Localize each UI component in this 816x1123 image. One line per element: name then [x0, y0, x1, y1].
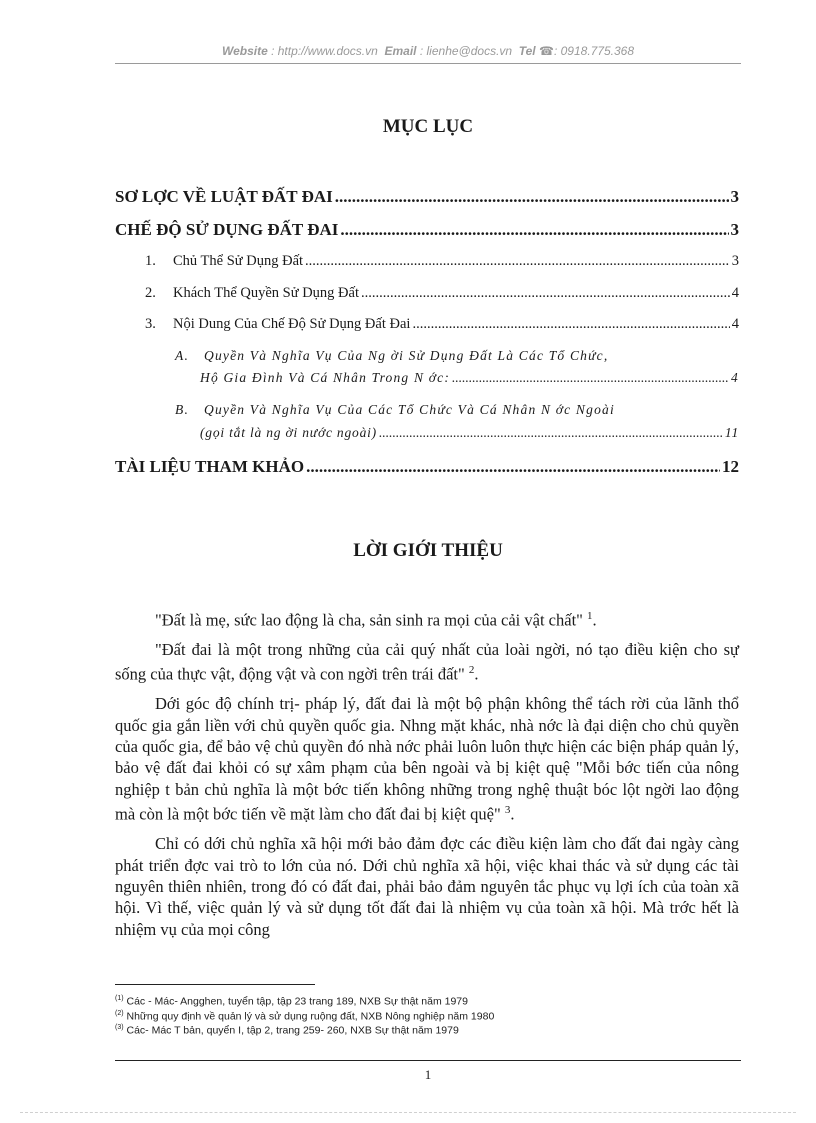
toc-entry-number: 3. — [145, 316, 156, 332]
toc-title: MỤC LỤC — [382, 116, 474, 137]
tel-value: : 0918.775.368 — [553, 44, 635, 58]
toc-leader-dots — [361, 285, 730, 302]
toc-entry-label: Hộ Gia Đình Và Cá Nhân Trong N ớc: — [200, 370, 451, 385]
toc-entry[interactable] — [145, 285, 739, 302]
toc-entry-page: 4 — [731, 285, 739, 301]
toc-entry-page: 11 — [724, 425, 739, 440]
page-boundary — [20, 1112, 796, 1113]
toc-leader-dots — [379, 425, 723, 441]
toc-entry[interactable] — [145, 316, 739, 333]
toc-entry-label: Chủ Thể Sử Dụng Đất — [173, 253, 304, 269]
paragraph: Dới góc độ chính trị- pháp lý, đất đai là một bộ phận không thể tách rời của lãnh thổ quốc gia gắn liền với chủ quyền quốc gia. Nhng mặt khác, nhà nớc là đại diện cho chủ quyền của quốc gia, để bảo vệ chủ quyền đó nhà nớc phải luôn luôn thực hiện các biện pháp quản lý, bảo vệ đất đai khỏi có sự xâm phạm của bên ngoài và bị kiệt quệ "Mỗi bớc tiến của nông nghiệp t bản chủ nghĩa là một bớc tiến không những trong nghệ thuật bóc lột ngời lao động mà còn là một bớc tiến về mặt làm cho đất đai bị kiệt quệ" $^3$. — [115, 694, 739, 824]
email-label: Email — [384, 44, 417, 58]
page-number: 1 — [424, 1067, 432, 1082]
toc-leader-dots — [452, 370, 729, 386]
email-value[interactable]: : lienhe@docs.vn — [419, 44, 513, 58]
footnotes — [115, 993, 741, 1037]
toc-entry-number: 1. — [145, 253, 156, 269]
toc-entry-page: 12 — [722, 457, 739, 476]
phone-icon: ☎ — [539, 44, 554, 58]
toc-entry-page: 3 — [731, 253, 739, 269]
footnote-ref[interactable]: 3 — [504, 804, 511, 817]
header-divider — [115, 63, 741, 64]
toc-subentry-line1[interactable]: Quyền Và Nghĩa Vụ Của Ng ời Sử Dụng Đất Là Các Tổ Chức, — [204, 348, 609, 363]
website-label: Website — [221, 44, 268, 58]
toc-entry-label: (gọi tắt là ng ời nước ngoài) — [200, 425, 377, 440]
footnote-divider — [115, 984, 315, 985]
toc-leader-dots — [306, 457, 720, 477]
toc-entry-label: CHẾ ĐỘ SỬ DỤNG ĐẤT ĐAI — [115, 220, 339, 239]
footnote-ref[interactable]: 2 — [468, 664, 475, 677]
footnote: $^{(1)}$ Các - Mác- Angghen, tuyển tập, tập 23 trang 189, NXB Sự thật năm 1979 — [115, 995, 468, 1008]
paragraph: Chỉ có dới chủ nghĩa xã hội mới bảo đảm đợc các điều kiện làm cho đất đai ngày càng phát triển đợc vai trò to lớn của nó. Dới chủ nghĩa xã hội, việc khai thác và sử dụng các tài nguyên thiên nhiên, trong đó có đất đai, phải bảo đảm nguyên tắc phục vụ lợi ích của toàn xã hội. Vì thế, việc quản lý và sử dụng tốt đất đai là nhiệm vụ của toàn xã hội. Mà trớc hết là nhiệm vụ của mọi công — [115, 834, 739, 939]
footnote-ref[interactable]: 1 — [587, 610, 593, 622]
toc-entry-label: Khách Thể Quyền Sử Dụng Đất — [173, 285, 359, 301]
toc-entry-page: 4 — [731, 316, 739, 332]
toc-leader-dots — [412, 316, 729, 333]
footer-divider — [115, 1060, 741, 1061]
toc-entry-number: 2. — [145, 285, 156, 301]
toc-subentry-number: A. — [175, 348, 190, 363]
toc-entry[interactable] — [200, 425, 739, 441]
toc-entry-page: 4 — [731, 370, 739, 385]
toc-entry[interactable] — [200, 370, 739, 386]
toc-entry-page: 3 — [730, 187, 739, 206]
toc-entry[interactable] — [145, 253, 739, 270]
toc-entry[interactable] — [115, 220, 739, 240]
paragraph: "Đất là mẹ, sức lao động là cha, sản sinh ra mọi của cải vật chất" $^1$. — [155, 610, 597, 630]
intro-body — [115, 606, 739, 948]
tel-label: Tel — [518, 44, 536, 58]
toc-leader-dots — [340, 220, 728, 240]
toc-leader-dots — [305, 253, 730, 270]
intro-title: LỜI GIỚI THIỆU — [353, 540, 503, 561]
footnote: $^{(2)}$ Những quy định về quản lý và sử dụng ruộng đất, NXB Nông nghiệp năm 1980 — [115, 1009, 495, 1022]
toc-leader-dots — [335, 187, 729, 207]
toc-entry-label: Nội Dung Của Chế Độ Sử Dụng Đất Đai — [173, 316, 411, 332]
toc-entry[interactable] — [115, 457, 739, 477]
paragraph: "Đất đai là một trong những của cải quý nhất của loài ngời, nó tạo điều kiện cho sự sống của thực vật, động vật và con ngời trên trái đất" $^2$. — [115, 639, 739, 684]
page-header — [115, 44, 741, 58]
toc-subentry-line1[interactable]: Quyền Và Nghĩa Vụ Của Các Tổ Chức Và Cá Nhân N ớc Ngoài — [204, 402, 615, 417]
website-value[interactable]: : http://www.docs.vn — [271, 44, 378, 58]
toc-entry-label: TÀI LIỆU THAM KHẢO — [115, 457, 305, 476]
footnote: $^{(3)}$ Các- Mác T bản, quyển I, tập 2, trang 259- 260, NXB Sự thật năm 1979 — [115, 1024, 459, 1037]
toc-entry-page: 3 — [730, 220, 739, 239]
toc-entry-label: SƠ LỢC VỀ LUẬT ĐẤT ĐAI — [115, 187, 333, 206]
toc-subentry-number: B. — [175, 402, 190, 417]
toc-entry[interactable] — [115, 187, 739, 207]
